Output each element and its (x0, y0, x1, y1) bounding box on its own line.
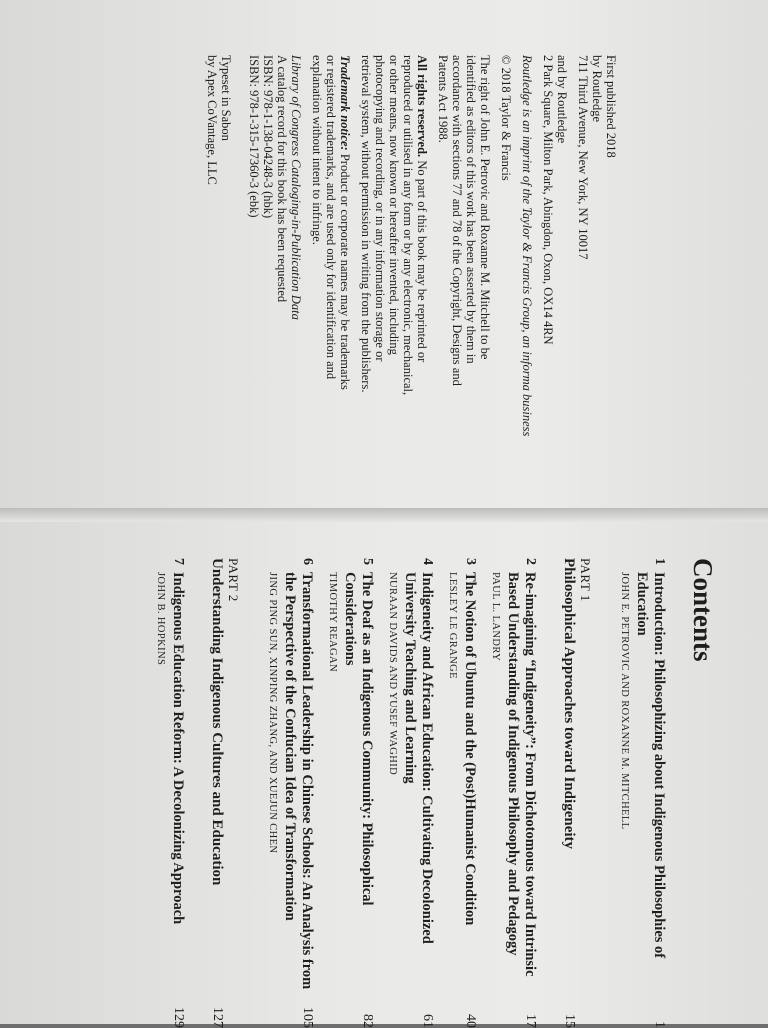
text-line: by Apex CoVantage, LLC (205, 55, 219, 185)
chapter-authors: JOHN E. PETROVIC AND ROXANNE M. MITCHELL (619, 572, 630, 830)
toc-entry (387, 558, 435, 1028)
chapter-title: Introduction: Philosophizing about Indigenous Philosophies of Education (634, 572, 667, 959)
moral-rights-block (436, 55, 492, 515)
rights-reserved-block (359, 55, 429, 515)
chapter-number: 2 (523, 558, 538, 565)
text-line: A catalog record for this book has been requested (275, 55, 289, 303)
page-number: 15 (562, 1014, 577, 1028)
text-line: identified as editors of this work has been asserted by them in (464, 55, 478, 364)
toc-entry (447, 558, 478, 1028)
chapter-authors: NURAAN DAVIDS AND YUSEF WAGHID (387, 572, 398, 776)
rights-reserved-heading: All rights reserved. (415, 55, 429, 158)
part-title: Understanding Indigenous Cultures and Education (209, 558, 225, 886)
chapter-number: 1 (652, 558, 667, 565)
text-line: by Routledge (590, 55, 604, 123)
text-line: photocopying and recording, or in any information storage or (373, 55, 387, 362)
toc-entry (490, 558, 538, 1028)
chapter-number: 6 (300, 558, 315, 565)
toc-entry (327, 558, 375, 1028)
chapter-authors: JING PING SUN, XINPING ZHANG, AND XUEJUN CHEN (267, 572, 278, 854)
library-of-congress-block (247, 55, 303, 515)
chapter-title: Transformational Leadership in Chinese Schools: An Analysis from the Perspective of the Confucian Idea of Transformation (282, 572, 315, 990)
text-line: or registered trademarks, and are used only for identification and (324, 55, 338, 380)
toc-entry (155, 558, 186, 1028)
text-line: reproduced or utilised in any form or by any electronic, mechanical, (401, 55, 415, 396)
text-line: or other means, now known or hereafter invented, including (387, 55, 401, 355)
text-line: explanation without intent to infringe. (310, 55, 324, 245)
text-line: The right of John E. Petrovic and Roxanne M. Mitchell to be (478, 55, 492, 360)
chapter-title: Indigeneity and African Education: Cultivating Decolonized University Teaching and Learning (402, 572, 435, 944)
chapter-title: The Deaf as an Indigenous Community: Philosophical Considerations (342, 572, 375, 906)
part-title: Philosophical Approaches toward Indigeneity (561, 558, 577, 850)
page-number: 40 (463, 1014, 478, 1028)
page-number: 61 (420, 1014, 435, 1028)
text-line: accordance with sections 77 and 78 of the Copyright, Designs and (450, 55, 464, 386)
text-line: Product or corporate names may be trademarks (338, 150, 352, 390)
typeset-block (205, 55, 233, 515)
chapter-title: Re-imagining “Indigeneity”: From Dichotomous toward Intrinsic Based Understanding of Indigenous Philosophy and Pedagogy (505, 572, 538, 977)
publisher-address-block (541, 55, 569, 515)
chapter-authors: PAUL L. LANDRY (490, 572, 501, 662)
toc-entry (267, 558, 315, 1028)
publication-block (576, 55, 618, 515)
text-line: 2 Park Square, Milton Park, Abingdon, Oxon, OX14 4RN (541, 55, 555, 345)
chapter-authors: TIMOTHY REAGAN (327, 572, 338, 672)
isbn-ebk: ISBN: 978-1-315-17360-3 (ebk) (247, 55, 261, 218)
chapter-title: Indigenous Education Reform: A Decolonizing Approach (170, 572, 186, 925)
text-line: 711 Third Avenue, New York, NY 10017 (576, 55, 590, 260)
loc-heading: Library of Congress Cataloging-in-Publication Data (289, 55, 303, 320)
toc-part (550, 558, 607, 1028)
copyright-line (499, 55, 513, 515)
text-line: and by Routledge (555, 55, 569, 144)
page-number: 127 (210, 1007, 225, 1028)
part-label: PART 2 (226, 558, 241, 602)
text-line: No part of this book may be reprinted or (415, 157, 429, 363)
chapter-authors: JOHN B. HOPKINS (155, 572, 166, 666)
page-number: 82 (360, 1014, 375, 1028)
chapter-number: 4 (420, 558, 435, 565)
page-number: 105 (300, 1007, 315, 1028)
toc-entry (619, 558, 667, 1028)
text-line: © 2018 Taylor & Francis (499, 55, 513, 181)
imprint-line (520, 55, 534, 515)
text-line: First published 2018 (604, 55, 618, 158)
trademark-block (310, 55, 352, 515)
chapter-number: 7 (171, 558, 186, 565)
toc-part (198, 558, 255, 1028)
chapter-number: 5 (360, 558, 375, 565)
page-number: 17 (523, 1014, 538, 1028)
text-line: Patents Act 1988. (436, 55, 450, 143)
trademark-heading: Trademark notice: (338, 55, 352, 151)
chapter-number: 3 (463, 558, 478, 565)
copyright-page (198, 55, 618, 515)
contents-page (143, 558, 718, 1028)
page-number: 1 (652, 1021, 667, 1028)
text-line: retrieval system, without permission in writing from the publishers. (359, 55, 373, 393)
text-line: Routledge is an imprint of the Taylor & Francis Group, an informa business (520, 55, 534, 437)
text-line: Typeset in Sabon (219, 55, 233, 141)
chapter-title: The Notion of Ubuntu and the (Post)Humanist Condition (462, 572, 478, 926)
isbn-hbk: ISBN: 978-1-138-04248-3 (hbk) (261, 55, 275, 219)
chapter-authors: LESLEY LE GRANGE (447, 572, 458, 679)
part-label: PART 1 (578, 558, 593, 602)
contents-title: Contents (688, 558, 718, 662)
page-number: 129 (171, 1007, 186, 1028)
